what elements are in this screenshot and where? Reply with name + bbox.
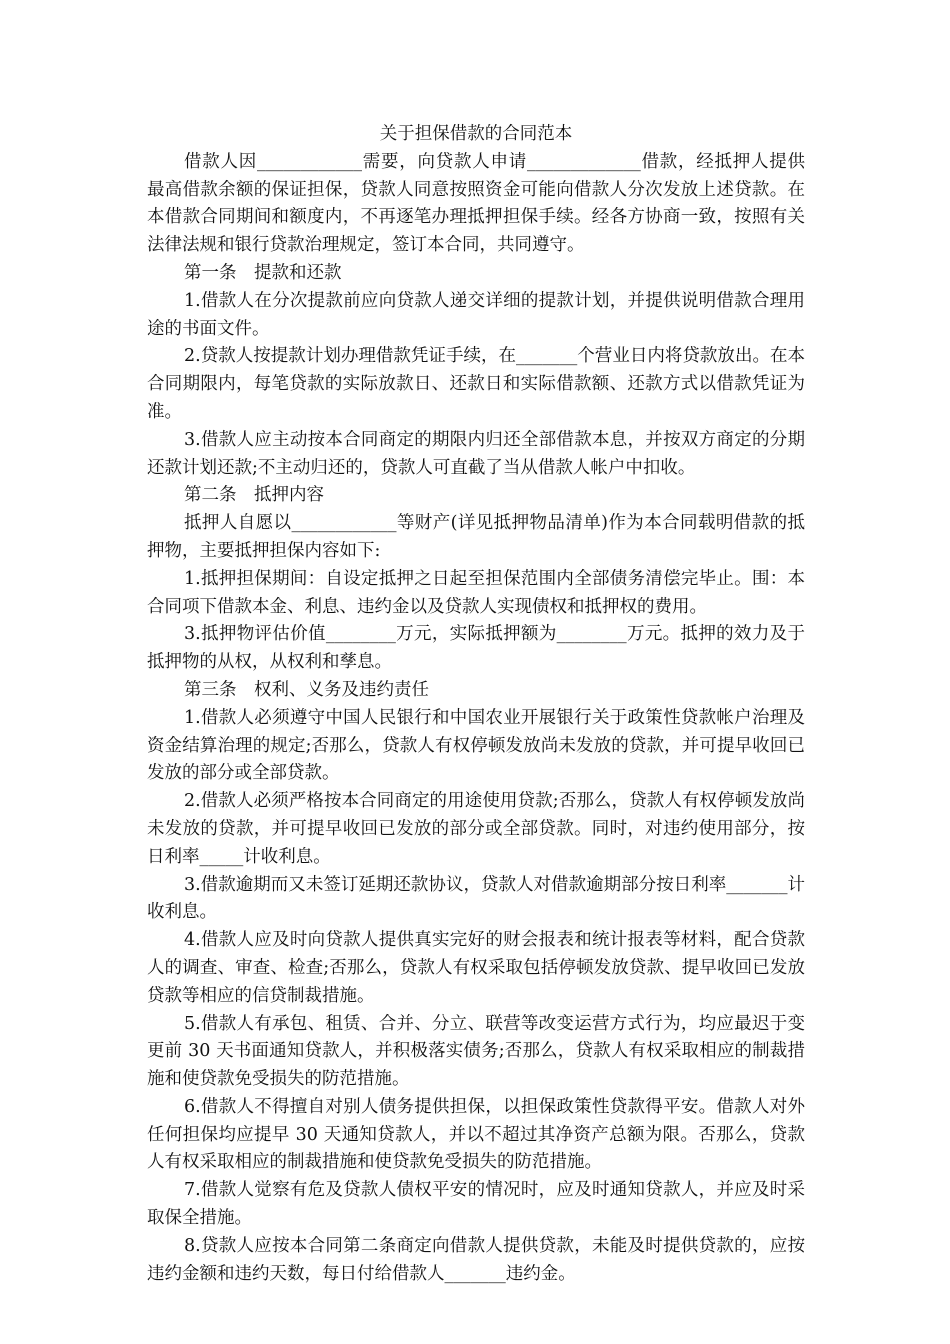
article-3-clause-2: 2.借款人必须严格按本合同商定的用途使用贷款;否那么，贷款人有权停顿发放尚未发放的贷款，并可提早收回已发放的部分或全部贷款。同时，对违约使用部分，按日利率_____计收利息。 <box>147 791 805 867</box>
article-3-heading: 第三条 权利、义务及违约责任 <box>184 679 429 700</box>
document-body <box>147 121 805 1288</box>
intro-paragraph: 借款人因____________需要，向贷款人申请_____________借款，经抵押人提供最高借款余额的保证担保，贷款人同意按照资金可能向借款人分次发放上述贷款。在本借款合同期间和额度内，不再逐笔办理抵押担保手续。经各方协商一致，按照有关法律法规和银行贷款治理规定，签订本合同，共同遵守。 <box>147 151 805 256</box>
article-2-clause-1: 1.抵押担保期间：自设定抵押之日起至担保范围内全部债务清偿完毕止。围：本合同项下借款本金、利息、违约金以及贷款人实现债权和抵押权的费用。 <box>147 568 805 617</box>
article-3-clause-4: 4.借款人应及时向贷款人提供真实完好的财会报表和统计报表等材料，配合贷款人的调查、审查、检查;否那么，贷款人有权采取包括停顿发放贷款、提早收回已发放贷款等相应的信贷制裁措施。 <box>147 930 805 1006</box>
article-1-heading: 第一条 提款和还款 <box>184 262 342 283</box>
article-3-clause-3: 3.借款逾期而又未签订延期还款协议，贷款人对借款逾期部分按日利率_______计收利息。 <box>147 874 805 923</box>
article-1-clause-2: 2.贷款人按提款计划办理借款凭证手续，在_______个营业日内将贷款放出。在本合同期限内，每笔贷款的实际放款日、还款日和实际借款额、还款方式以借款凭证为准。 <box>147 346 805 422</box>
article-3-clause-5: 5.借款人有承包、租赁、合并、分立、联营等改变运营方式行为，均应最迟于变更前 30 天书面通知贷款人，并积极落实债务;否那么，贷款人有权采取相应的制裁措施和使贷款免受损失的防范措施。 <box>147 1013 805 1090</box>
article-1-clause-3: 3.借款人应主动按本合同商定的期限内归还全部借款本息，并按双方商定的分期还款计划还款;不主动归还的，贷款人可直截了当从借款人帐户中扣收。 <box>147 429 805 478</box>
article-2-heading: 第二条 抵押内容 <box>184 485 324 506</box>
article-3-clause-1: 1.借款人必须遵守中国人民银行和中国农业开展银行关于政策性贷款帐户治理及资金结算治理的规定;否那么，贷款人有权停顿发放尚未发放的贷款，并可提早收回已发放的部分或全部贷款。 <box>147 707 805 784</box>
article-3-clause-6: 6.借款人不得擅自对别人债务提供担保，以担保政策性贷款得平安。借款人对外任何担保均应提早 30 天通知贷款人，并以不超过其净资产总额为限。否那么，贷款人有权采取相应的制裁措施和使贷款免受损失的防范措施。 <box>147 1096 805 1173</box>
article-2-intro: 抵押人自愿以____________等财产(详见抵押物品清单)作为本合同载明借款的抵押物，主要抵押担保内容如下: <box>147 513 805 561</box>
article-3-clause-8: 8.贷款人应按本合同第二条商定向借款人提供贷款，未能及时提供贷款的，应按违约金额和违约天数，每日付给借款人_______违约金。 <box>147 1235 805 1284</box>
article-2-clause-3: 3.抵押物评估价值________万元，实际抵押额为________万元。抵押的效力及于抵押物的从权，从权利和孳息。 <box>147 624 805 673</box>
document-title: 关于担保借款的合同范本 <box>379 124 573 144</box>
article-3-clause-7: 7.借款人觉察有危及贷款人债权平安的情况时，应及时通知贷款人，并应及时采取保全措施。 <box>147 1180 805 1229</box>
article-1-clause-1: 1.借款人在分次提款前应向贷款人递交详细的提款计划，并提供说明借款合理用途的书面文件。 <box>147 290 805 339</box>
